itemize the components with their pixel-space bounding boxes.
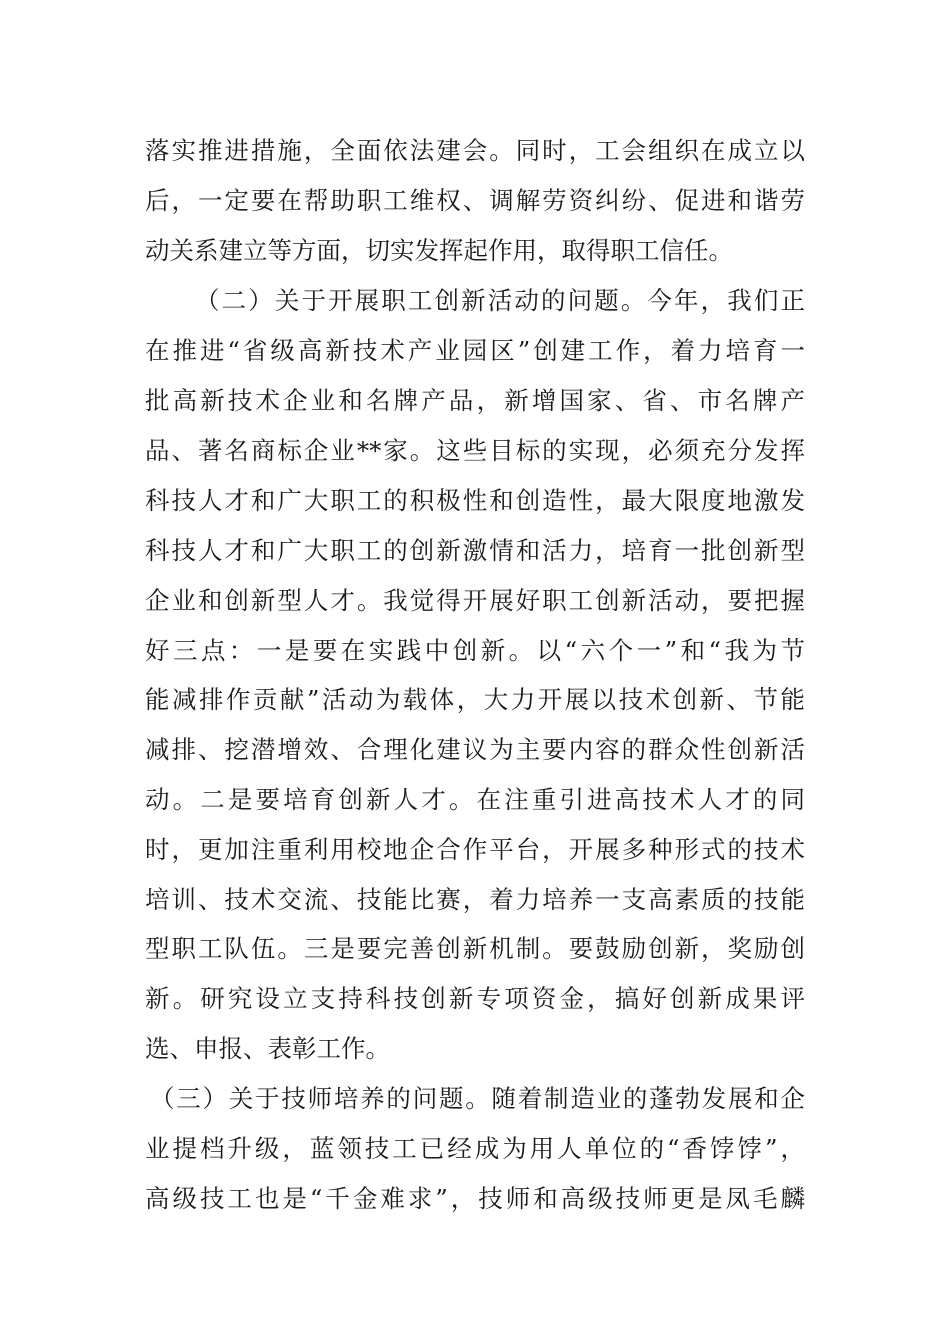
paragraph-line: 科技人才和广大职工的创新激情和活力，培育一批创新型 <box>145 536 805 565</box>
paragraph-line: 减排、挖潜增效、合理化建议为主要内容的群众性创新活 <box>145 735 805 764</box>
paragraph-line: 高级技工也是“千金难求”，技师和高级技师更是凤毛麟 <box>145 1184 805 1213</box>
section-three-heading-line: （三）关于技师培养的问题。随着制造业的蓬勃发展和企 <box>150 1084 805 1113</box>
paragraph-line: 落实推进措施，全面依法建会。同时，工会组织在成立以 <box>145 136 805 165</box>
section-two-heading-line: （二）关于开展职工创新活动的问题。今年，我们正 <box>195 286 805 315</box>
paragraph-line: 批高新技术企业和名牌产品，新增国家、省、市名牌产 <box>145 386 805 415</box>
paragraph-line: 时，更加注重利用校地企合作平台，开展多种形式的技术 <box>145 835 805 864</box>
paragraph-line: 后，一定要在帮助职工维权、调解劳资纠纷、促进和谐劳 <box>145 186 805 215</box>
paragraph-line: 选、申报、表彰工作。 <box>145 1034 390 1063</box>
paragraph-line: 型职工队伍。三是要完善创新机制。要鼓励创新，奖励创 <box>145 934 805 963</box>
paragraph-line: 科技人才和广大职工的积极性和创造性，最大限度地激发 <box>145 486 805 515</box>
paragraph-line: 培训、技术交流、技能比赛，着力培养一支高素质的技能 <box>145 885 805 914</box>
paragraph-line: 动关系建立等方面，切实发挥起作用，取得职工信任。 <box>145 236 733 265</box>
paragraph-line: 新。研究设立支持科技创新专项资金，搞好创新成果评 <box>145 984 805 1013</box>
paragraph-line: 业提档升级，蓝领技工已经成为用人单位的“香饽饽”， <box>145 1134 805 1163</box>
paragraph-line: 在推进“省级高新技术产业园区”创建工作，着力培育一 <box>145 336 805 365</box>
paragraph-line: 品、著名商标企业**家。这些目标的实现，必须充分发挥 <box>145 436 805 465</box>
paragraph-line: 能减排作贡献”活动为载体，大力开展以技术创新、节能 <box>145 685 805 714</box>
paragraph-line: 好三点：一是要在实践中创新。以“六个一”和“我为节 <box>145 636 805 665</box>
paragraph-line: 企业和创新型人才。我觉得开展好职工创新活动，要把握 <box>145 586 805 615</box>
paragraph-line: 动。二是要培育创新人才。在注重引进高技术人才的同 <box>145 785 805 814</box>
